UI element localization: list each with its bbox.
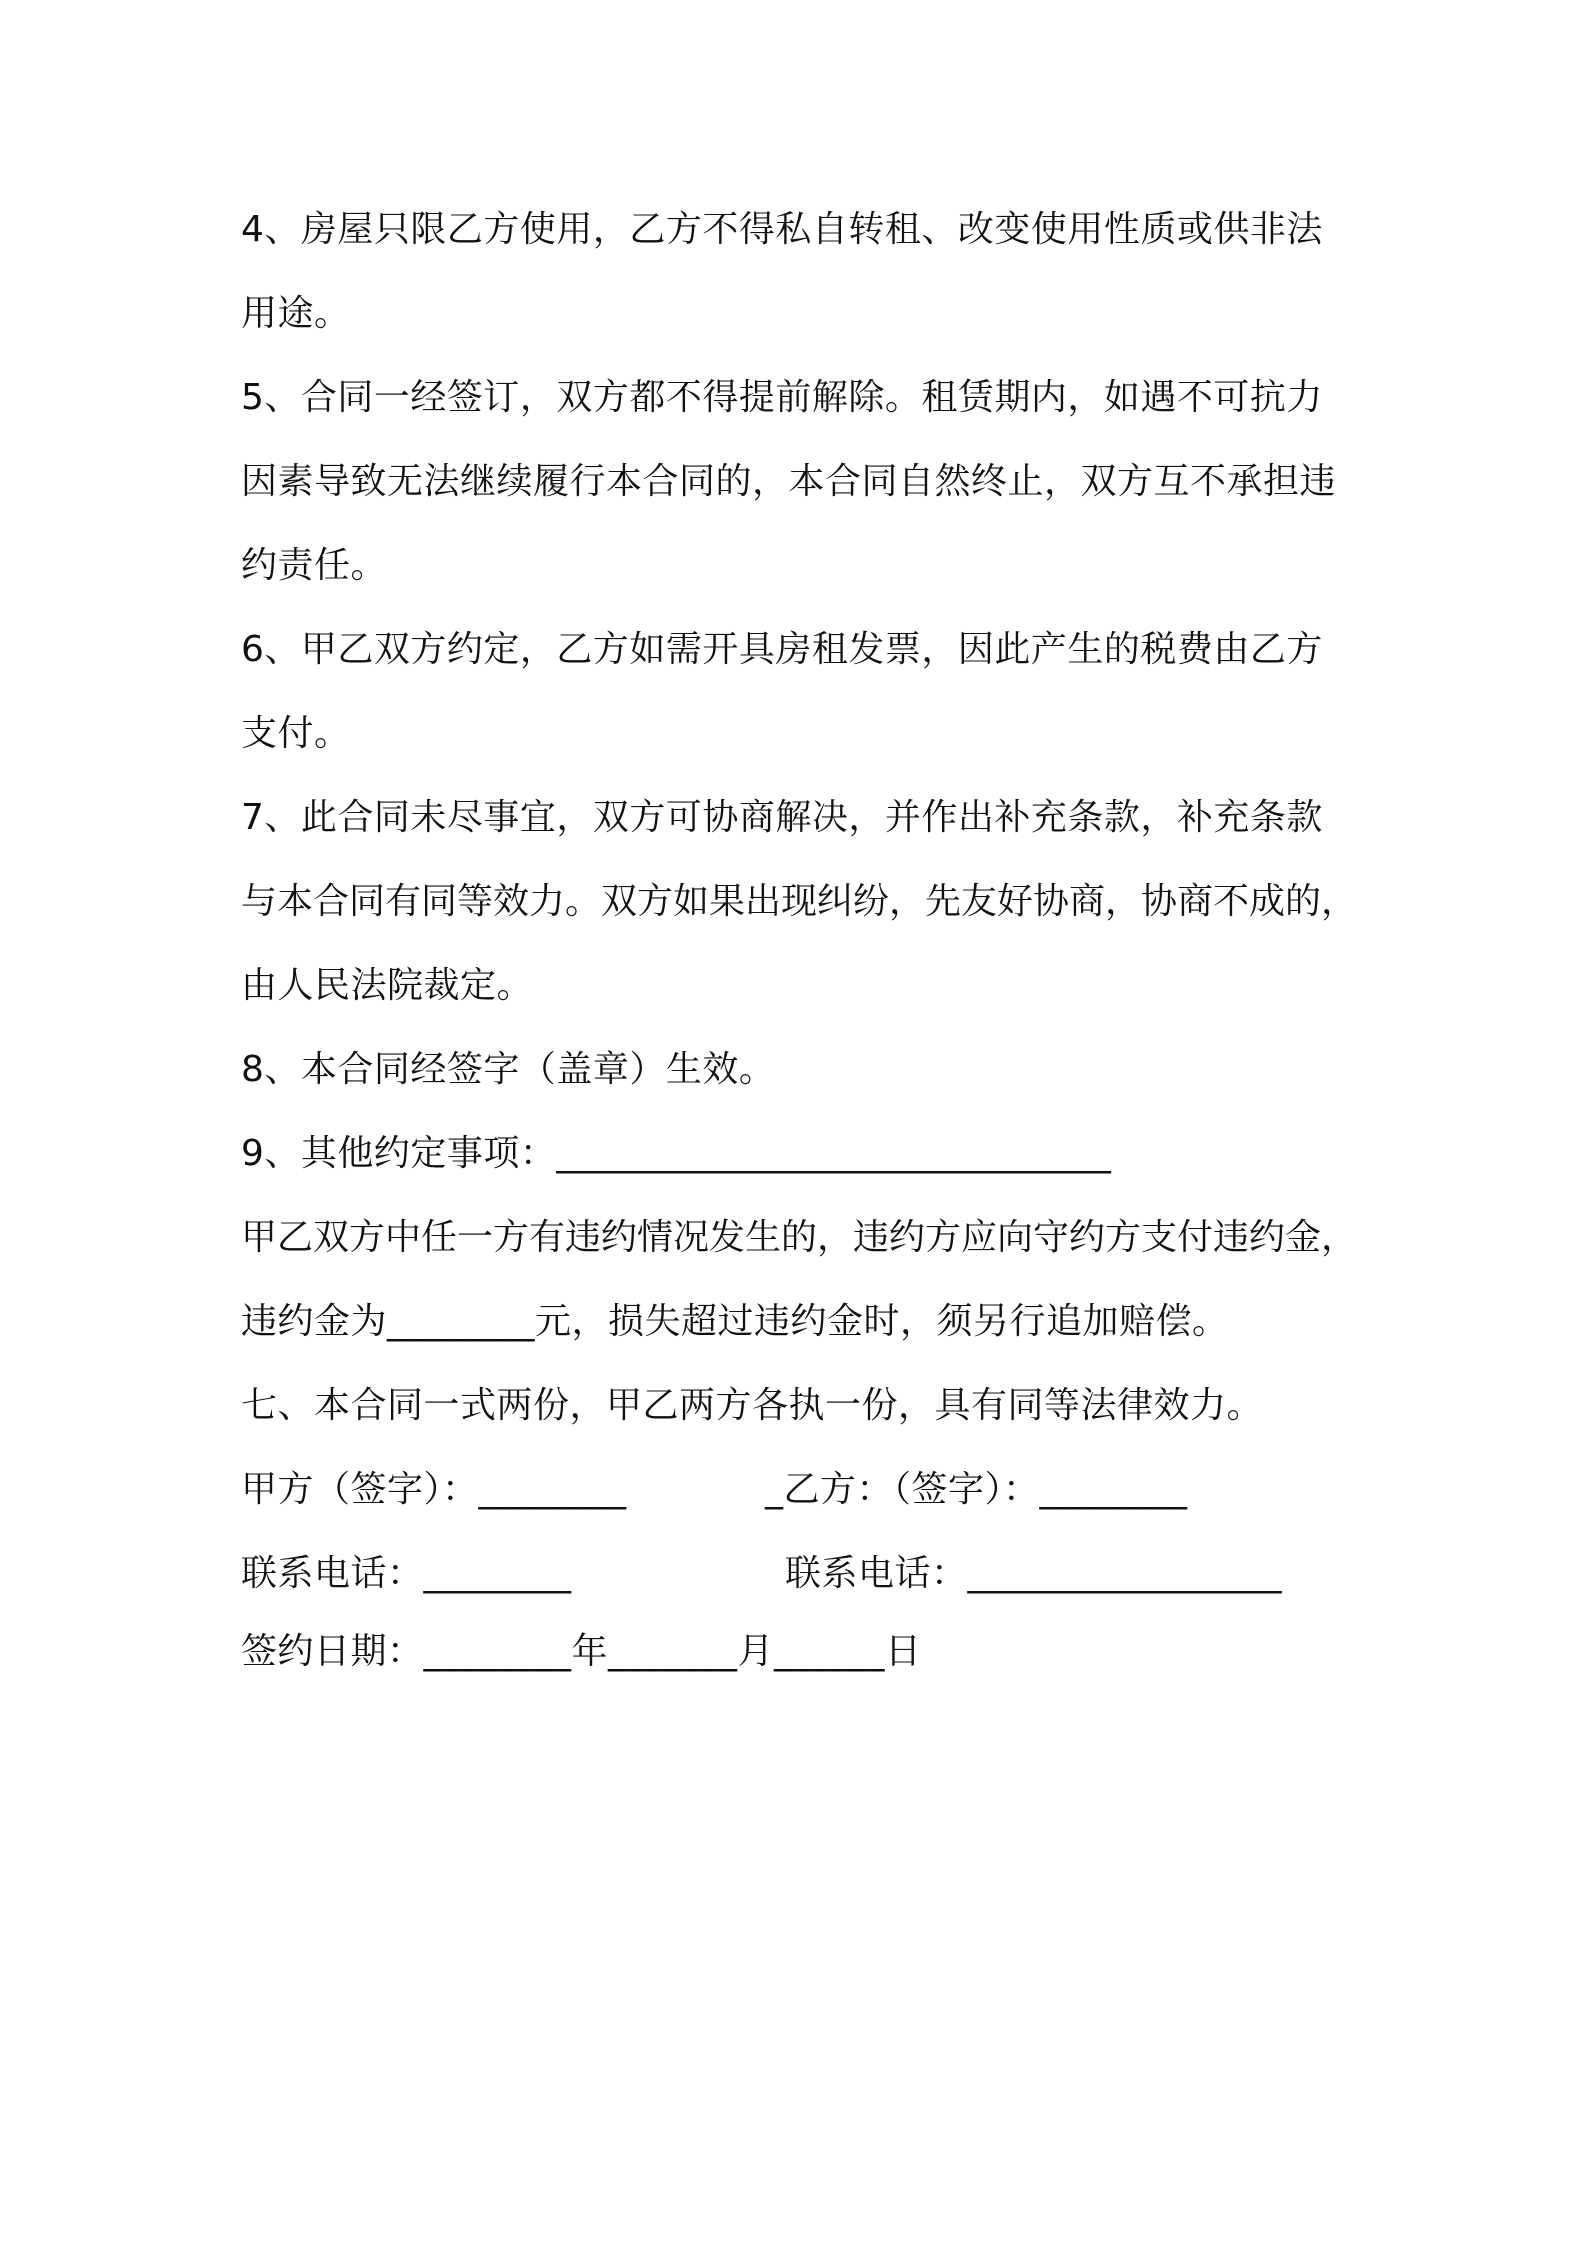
clause-4-line-1: 4、房屋只限乙方使用，乙方不得私自转租、改变使用性质或供非法 bbox=[241, 209, 1323, 250]
clause-4-line-2: 用途。 bbox=[241, 293, 351, 334]
penalty-line-2: 违约金为________元，损失超过违约金时，须另行追加赔偿。 bbox=[241, 1301, 1229, 1342]
sign-date: 签约日期：________年_______月______日 bbox=[241, 1631, 922, 1672]
clause-7-line-3: 由人民法院裁定。 bbox=[241, 965, 534, 1006]
party-b-signature: _乙方：（签字）：________ bbox=[765, 1469, 1188, 1510]
clause-9-line: 9、其他约定事项：______________________________ bbox=[241, 1133, 1112, 1174]
party-b-phone: 联系电话：_________________ bbox=[785, 1553, 1283, 1594]
clause-5-line-2: 因素导致无法继续履行本合同的，本合同自然终止，双方互不承担违 bbox=[241, 461, 1337, 502]
clause-5-line-3: 约责任。 bbox=[241, 545, 388, 586]
penalty-line-1: 甲乙双方中任一方有违约情况发生的，违约方应向守约方支付违约金， bbox=[241, 1217, 1358, 1258]
clause-6-line-2: 支付。 bbox=[241, 713, 351, 754]
clause-6-line-1: 6、甲乙双方约定，乙方如需开具房租发票，因此产生的税费由乙方 bbox=[241, 629, 1323, 670]
clause-seven-line: 七、本合同一式两份，甲乙两方各执一份，具有同等法律效力。 bbox=[241, 1385, 1264, 1426]
clause-8-line: 8、本合同经签字（盖章）生效。 bbox=[241, 1049, 776, 1090]
party-a-signature: 甲方（签字）：________ bbox=[241, 1469, 627, 1510]
clause-7-line-1: 7、此合同未尽事宜，双方可协商解决，并作出补充条款，补充条款 bbox=[241, 797, 1323, 838]
party-a-phone: 联系电话：________ bbox=[241, 1553, 572, 1594]
clause-7-line-2: 与本合同有同等效力。双方如果出现纠纷，先友好协商，协商不成的， bbox=[241, 881, 1358, 922]
clause-5-line-1: 5、合同一经签订，双方都不得提前解除。租赁期内，如遇不可抗力 bbox=[241, 377, 1323, 418]
